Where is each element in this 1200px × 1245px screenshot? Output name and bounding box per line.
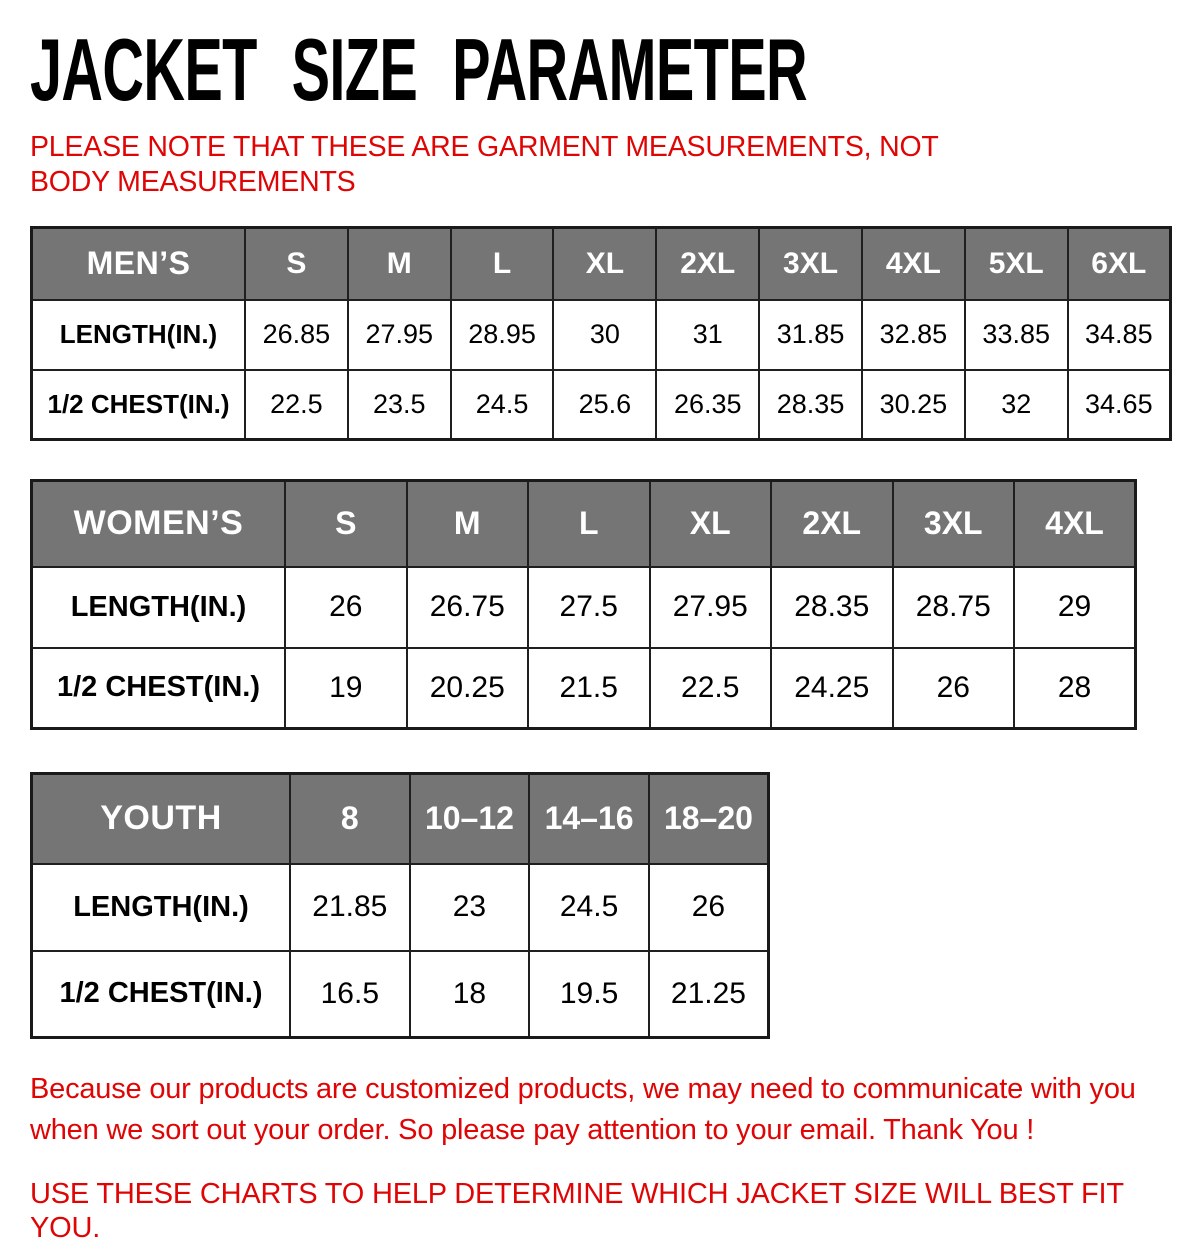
row-label-cell: LENGTH(IN.) bbox=[32, 300, 246, 370]
size-header-cell: 2XL bbox=[656, 228, 759, 300]
measurement-value-cell: 16.5 bbox=[290, 951, 410, 1038]
measurement-row bbox=[32, 300, 1171, 370]
youth-size-table-container bbox=[30, 772, 1180, 1039]
chart-usage-note: USE THESE CHARTS TO HELP DETERMINE WHICH JACKET SIZE WILL BEST FIT YOU. bbox=[30, 1178, 1124, 1244]
measurement-row bbox=[32, 951, 769, 1038]
size-header-cell: 3XL bbox=[759, 228, 862, 300]
measurement-value-cell: 21.85 bbox=[290, 864, 410, 951]
measurement-value-cell: 24.5 bbox=[529, 864, 649, 951]
size-header-cell: 2XL bbox=[771, 481, 893, 567]
measurement-value-cell: 28.75 bbox=[893, 567, 1015, 648]
youth-size-table bbox=[30, 772, 770, 1039]
measurement-value-cell: 22.5 bbox=[650, 648, 772, 729]
measurement-value-cell: 19 bbox=[285, 648, 407, 729]
row-label-cell: LENGTH(IN.) bbox=[32, 864, 291, 951]
measurement-value-cell: 31.85 bbox=[759, 300, 862, 370]
measurement-value-cell: 26.35 bbox=[656, 370, 759, 440]
header-row bbox=[32, 228, 1171, 300]
size-header-cell: XL bbox=[553, 228, 656, 300]
womens-size-table bbox=[30, 479, 1137, 730]
measurement-value-cell: 20.25 bbox=[407, 648, 529, 729]
measurement-value-cell: 27.5 bbox=[528, 567, 650, 648]
measurement-value-cell: 30.25 bbox=[862, 370, 965, 440]
measurement-value-cell: 26.85 bbox=[245, 300, 348, 370]
size-header-cell: S bbox=[285, 481, 407, 567]
measurement-value-cell: 28.35 bbox=[759, 370, 862, 440]
measurement-value-cell: 30 bbox=[553, 300, 656, 370]
measurement-value-cell: 26.75 bbox=[407, 567, 529, 648]
measurement-value-cell: 29 bbox=[1014, 567, 1136, 648]
row-label-cell: 1/2 CHEST(IN.) bbox=[32, 648, 286, 729]
group-label-cell: YOUTH bbox=[32, 774, 291, 864]
measurement-value-cell: 19.5 bbox=[529, 951, 649, 1038]
row-label-cell: 1/2 CHEST(IN.) bbox=[32, 370, 246, 440]
size-header-cell: M bbox=[407, 481, 529, 567]
measurement-value-cell: 25.6 bbox=[553, 370, 656, 440]
size-header-cell: L bbox=[528, 481, 650, 567]
header-row bbox=[32, 481, 1136, 567]
size-header-cell: L bbox=[451, 228, 554, 300]
measurement-row bbox=[32, 370, 1171, 440]
size-header-cell: M bbox=[348, 228, 451, 300]
measurement-value-cell: 33.85 bbox=[965, 300, 1068, 370]
measurement-row bbox=[32, 567, 1136, 648]
measurement-value-cell: 21.5 bbox=[528, 648, 650, 729]
size-header-cell: 4XL bbox=[1014, 481, 1136, 567]
customization-notice: Because our products are customized products, we may need to communicate with you when we sort out your order. So please pay attention to your email. Thank You ! bbox=[30, 1073, 1136, 1146]
mens-size-table-container bbox=[30, 226, 1180, 441]
measurement-value-cell: 28.95 bbox=[451, 300, 554, 370]
measurement-value-cell: 32.85 bbox=[862, 300, 965, 370]
measurement-row bbox=[32, 648, 1136, 729]
row-label-cell: LENGTH(IN.) bbox=[32, 567, 286, 648]
measurement-value-cell: 22.5 bbox=[245, 370, 348, 440]
measurement-value-cell: 27.95 bbox=[650, 567, 772, 648]
measurement-value-cell: 34.85 bbox=[1068, 300, 1171, 370]
measurement-value-cell: 34.65 bbox=[1068, 370, 1171, 440]
page-title: JACKET SIZE PARAMETER bbox=[30, 20, 807, 119]
measurement-value-cell: 18 bbox=[410, 951, 530, 1038]
measurement-value-cell: 28 bbox=[1014, 648, 1136, 729]
measurement-value-cell: 27.95 bbox=[348, 300, 451, 370]
womens-size-table-container bbox=[30, 479, 1180, 730]
measurement-value-cell: 26 bbox=[893, 648, 1015, 729]
size-header-cell: 3XL bbox=[893, 481, 1015, 567]
size-header-cell: 18–20 bbox=[649, 774, 769, 864]
size-header-cell: 5XL bbox=[965, 228, 1068, 300]
group-label-cell: MEN’S bbox=[32, 228, 246, 300]
measurement-value-cell: 26 bbox=[649, 864, 769, 951]
size-header-cell: 4XL bbox=[862, 228, 965, 300]
size-header-cell: 8 bbox=[290, 774, 410, 864]
header-row bbox=[32, 774, 769, 864]
measurement-value-cell: 24.25 bbox=[771, 648, 893, 729]
group-label-cell: WOMEN’S bbox=[32, 481, 286, 567]
size-header-cell: S bbox=[245, 228, 348, 300]
measurement-value-cell: 23.5 bbox=[348, 370, 451, 440]
measurement-value-cell: 23 bbox=[410, 864, 530, 951]
size-header-cell: XL bbox=[650, 481, 772, 567]
measurement-value-cell: 21.25 bbox=[649, 951, 769, 1038]
mens-size-table bbox=[30, 226, 1172, 441]
measurement-value-cell: 24.5 bbox=[451, 370, 554, 440]
size-header-cell: 14–16 bbox=[529, 774, 649, 864]
measurement-value-cell: 32 bbox=[965, 370, 1068, 440]
garment-measurement-note: PLEASE NOTE THAT THESE ARE GARMENT MEASUREMENTS, NOT BODY MEASUREMENTS bbox=[30, 131, 939, 198]
measurement-row bbox=[32, 864, 769, 951]
row-label-cell: 1/2 CHEST(IN.) bbox=[32, 951, 291, 1038]
measurement-value-cell: 26 bbox=[285, 567, 407, 648]
measurement-value-cell: 28.35 bbox=[771, 567, 893, 648]
size-header-cell: 6XL bbox=[1068, 228, 1171, 300]
size-header-cell: 10–12 bbox=[410, 774, 530, 864]
measurement-value-cell: 31 bbox=[656, 300, 759, 370]
